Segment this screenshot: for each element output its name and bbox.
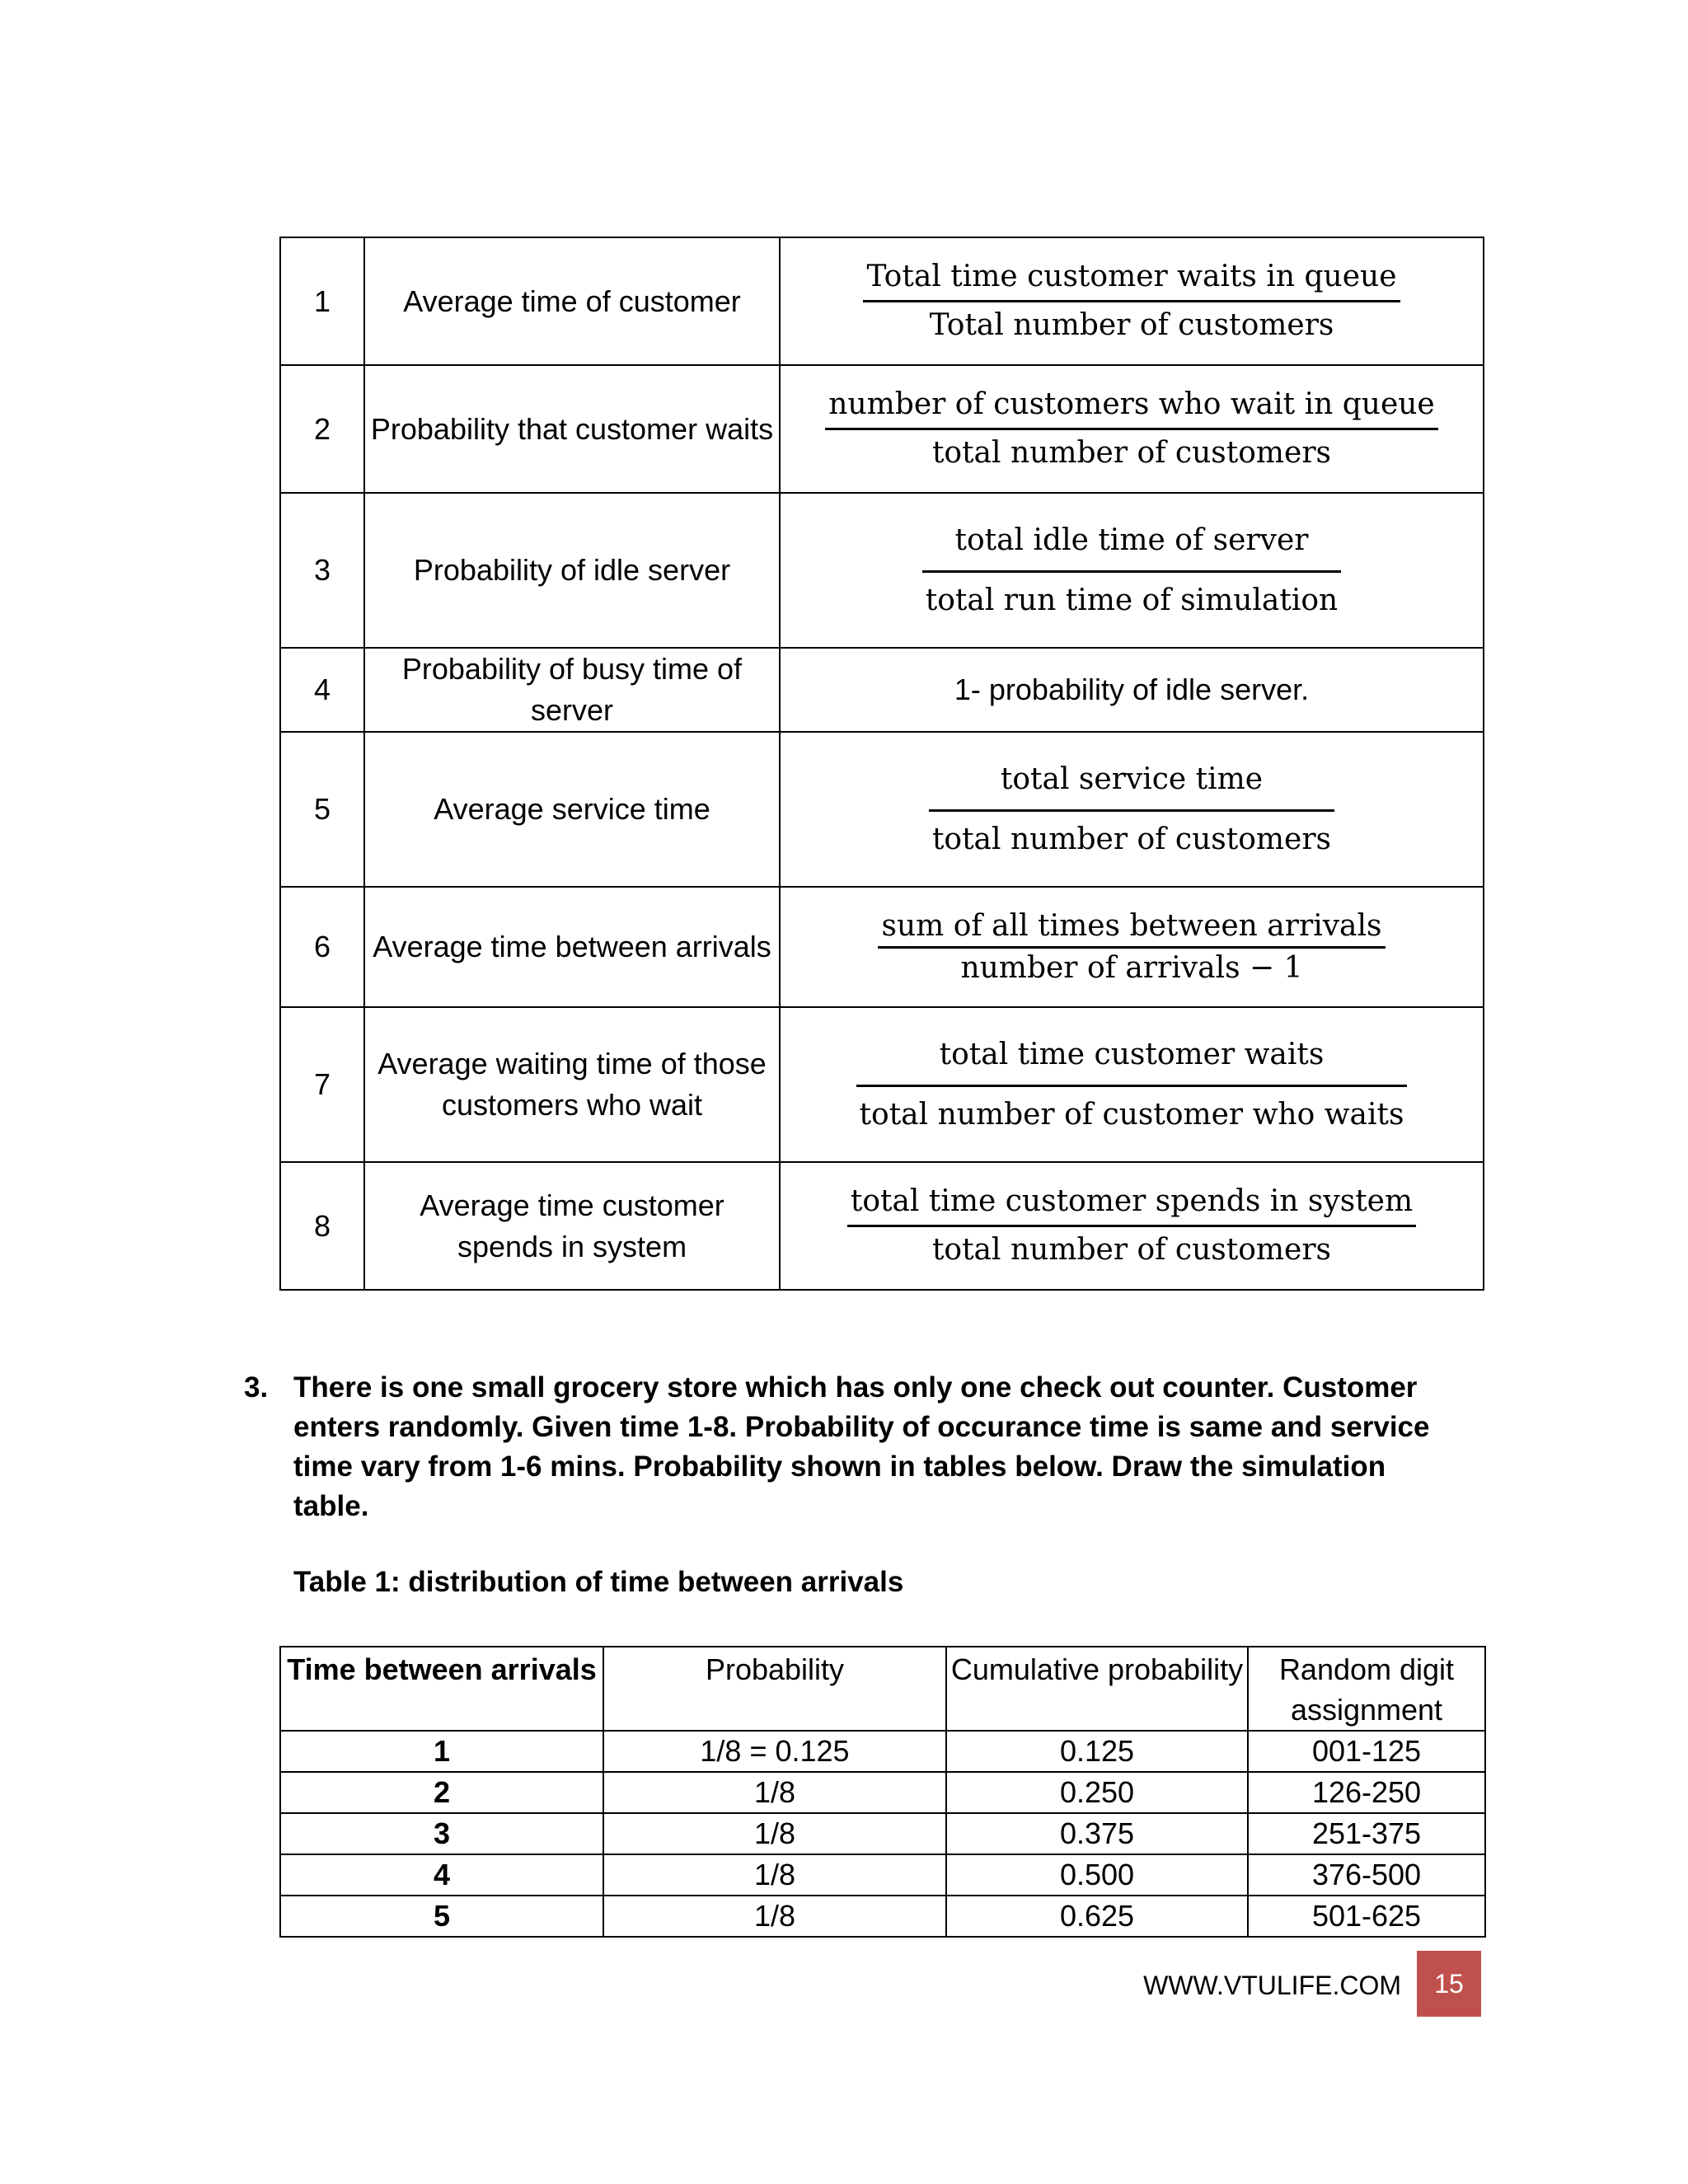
table-cell: 0.375 bbox=[946, 1813, 1248, 1854]
table-cell: 251-375 bbox=[1248, 1813, 1485, 1854]
numerator: number of customers who wait in queue bbox=[825, 387, 1437, 430]
denominator: total number of customers bbox=[931, 436, 1332, 470]
denominator: total number of customers bbox=[931, 1233, 1332, 1267]
numerator: total idle time of server bbox=[922, 523, 1341, 573]
numerator: Total time customer waits in queue bbox=[863, 259, 1400, 302]
fraction bbox=[863, 259, 1400, 344]
row-number: 4 bbox=[280, 648, 364, 732]
table-cell: 3 bbox=[280, 1813, 603, 1854]
row-number: 7 bbox=[280, 1007, 364, 1162]
row-number: 6 bbox=[280, 887, 364, 1007]
measure-name: Probability that customer waits bbox=[364, 365, 780, 493]
page-number-badge: 15 bbox=[1417, 1951, 1481, 2017]
column-header: Cumulative probability bbox=[946, 1647, 1248, 1731]
numerator: total time customer waits bbox=[856, 1037, 1408, 1087]
measure-name: Average service time bbox=[364, 732, 780, 887]
measure-formula bbox=[780, 1162, 1484, 1290]
table-cell: 0.125 bbox=[946, 1731, 1248, 1772]
numerator: total service time bbox=[929, 762, 1334, 812]
table-row bbox=[280, 365, 1484, 493]
table-cell: 1/8 bbox=[603, 1813, 946, 1854]
performance-measures-table bbox=[279, 237, 1484, 1291]
table-row bbox=[280, 1854, 1485, 1896]
table-cell: 126-250 bbox=[1248, 1772, 1485, 1813]
measure-formula bbox=[780, 1007, 1484, 1162]
denominator: number of arrivals − 1 bbox=[960, 950, 1303, 985]
table-row bbox=[280, 1162, 1484, 1290]
table-row bbox=[280, 1731, 1485, 1772]
row-number: 8 bbox=[280, 1162, 364, 1290]
denominator: total run time of simulation bbox=[925, 583, 1339, 617]
fraction bbox=[856, 1037, 1408, 1133]
table-cell: 5 bbox=[280, 1896, 603, 1937]
numerator: total time customer spends in system bbox=[847, 1183, 1416, 1227]
table-cell: 0.500 bbox=[946, 1854, 1248, 1896]
table-header-row bbox=[280, 1647, 1485, 1731]
denominator: total number of customer who waits bbox=[859, 1097, 1404, 1132]
fraction bbox=[922, 523, 1341, 619]
table-cell: 1/8 bbox=[603, 1854, 946, 1896]
measure-name: Average time customer spends in system bbox=[364, 1162, 780, 1290]
row-number: 1 bbox=[280, 237, 364, 365]
column-header: Time between arrivals bbox=[280, 1647, 603, 1731]
footer-website: WWW.VTULIFE.COM bbox=[1143, 1971, 1401, 2000]
question-3 bbox=[244, 1368, 1456, 1526]
measure-formula bbox=[780, 493, 1484, 648]
measure-name: Average time between arrivals bbox=[364, 887, 780, 1007]
table-cell: 1/8 bbox=[603, 1772, 946, 1813]
table-cell: 1/8 = 0.125 bbox=[603, 1731, 946, 1772]
denominator: total number of customers bbox=[931, 822, 1332, 856]
measure-formula bbox=[780, 648, 1484, 732]
measure-formula bbox=[780, 365, 1484, 493]
table-row bbox=[280, 1813, 1485, 1854]
table-row bbox=[280, 493, 1484, 648]
table-caption: Table 1: distribution of time between arrivals bbox=[293, 1566, 904, 1598]
measure-name: Average waiting time of those customers who wait bbox=[364, 1007, 780, 1162]
fraction bbox=[825, 387, 1437, 471]
arrival-distribution-table bbox=[279, 1646, 1486, 1938]
table-row bbox=[280, 237, 1484, 365]
table-cell: 001-125 bbox=[1248, 1731, 1485, 1772]
fraction bbox=[847, 1183, 1416, 1268]
table-cell: 0.250 bbox=[946, 1772, 1248, 1813]
column-header: Random digit assignment bbox=[1248, 1647, 1485, 1731]
table-row bbox=[280, 648, 1484, 732]
fraction bbox=[929, 762, 1334, 858]
table-row bbox=[280, 1007, 1484, 1162]
row-number: 3 bbox=[280, 493, 364, 648]
denominator: Total number of customers bbox=[929, 308, 1334, 342]
table-cell: 1 bbox=[280, 1731, 603, 1772]
table-row bbox=[280, 887, 1484, 1007]
measure-formula bbox=[780, 887, 1484, 1007]
row-number: 2 bbox=[280, 365, 364, 493]
table-cell: 1/8 bbox=[603, 1896, 946, 1937]
table-cell: 2 bbox=[280, 1772, 603, 1813]
fraction bbox=[878, 908, 1385, 987]
row-number: 5 bbox=[280, 732, 364, 887]
measure-name: Average time of customer bbox=[364, 237, 780, 365]
table-cell: 0.625 bbox=[946, 1896, 1248, 1937]
table-cell: 376-500 bbox=[1248, 1854, 1485, 1896]
question-number: 3. bbox=[244, 1371, 269, 1404]
table-row bbox=[280, 732, 1484, 887]
table-cell: 4 bbox=[280, 1854, 603, 1896]
measure-name: Probability of busy time of server bbox=[364, 648, 780, 732]
measure-formula bbox=[780, 732, 1484, 887]
table-cell: 501-625 bbox=[1248, 1896, 1485, 1937]
measure-name: Probability of idle server bbox=[364, 493, 780, 648]
question-text: There is one small grocery store which has only one check out counter. Customer enters randomly. Given time 1-8. Probability of occurance time is same and service time vary from 1-6 mins. Probability shown in tables below. Draw the simulation table. bbox=[293, 1371, 1430, 1522]
table-row bbox=[280, 1772, 1485, 1813]
measure-formula bbox=[780, 237, 1484, 365]
formula-text: 1- probability of idle server. bbox=[954, 673, 1310, 706]
table-row bbox=[280, 1896, 1485, 1937]
numerator: sum of all times between arrivals bbox=[878, 908, 1385, 949]
column-header: Probability bbox=[603, 1647, 946, 1731]
